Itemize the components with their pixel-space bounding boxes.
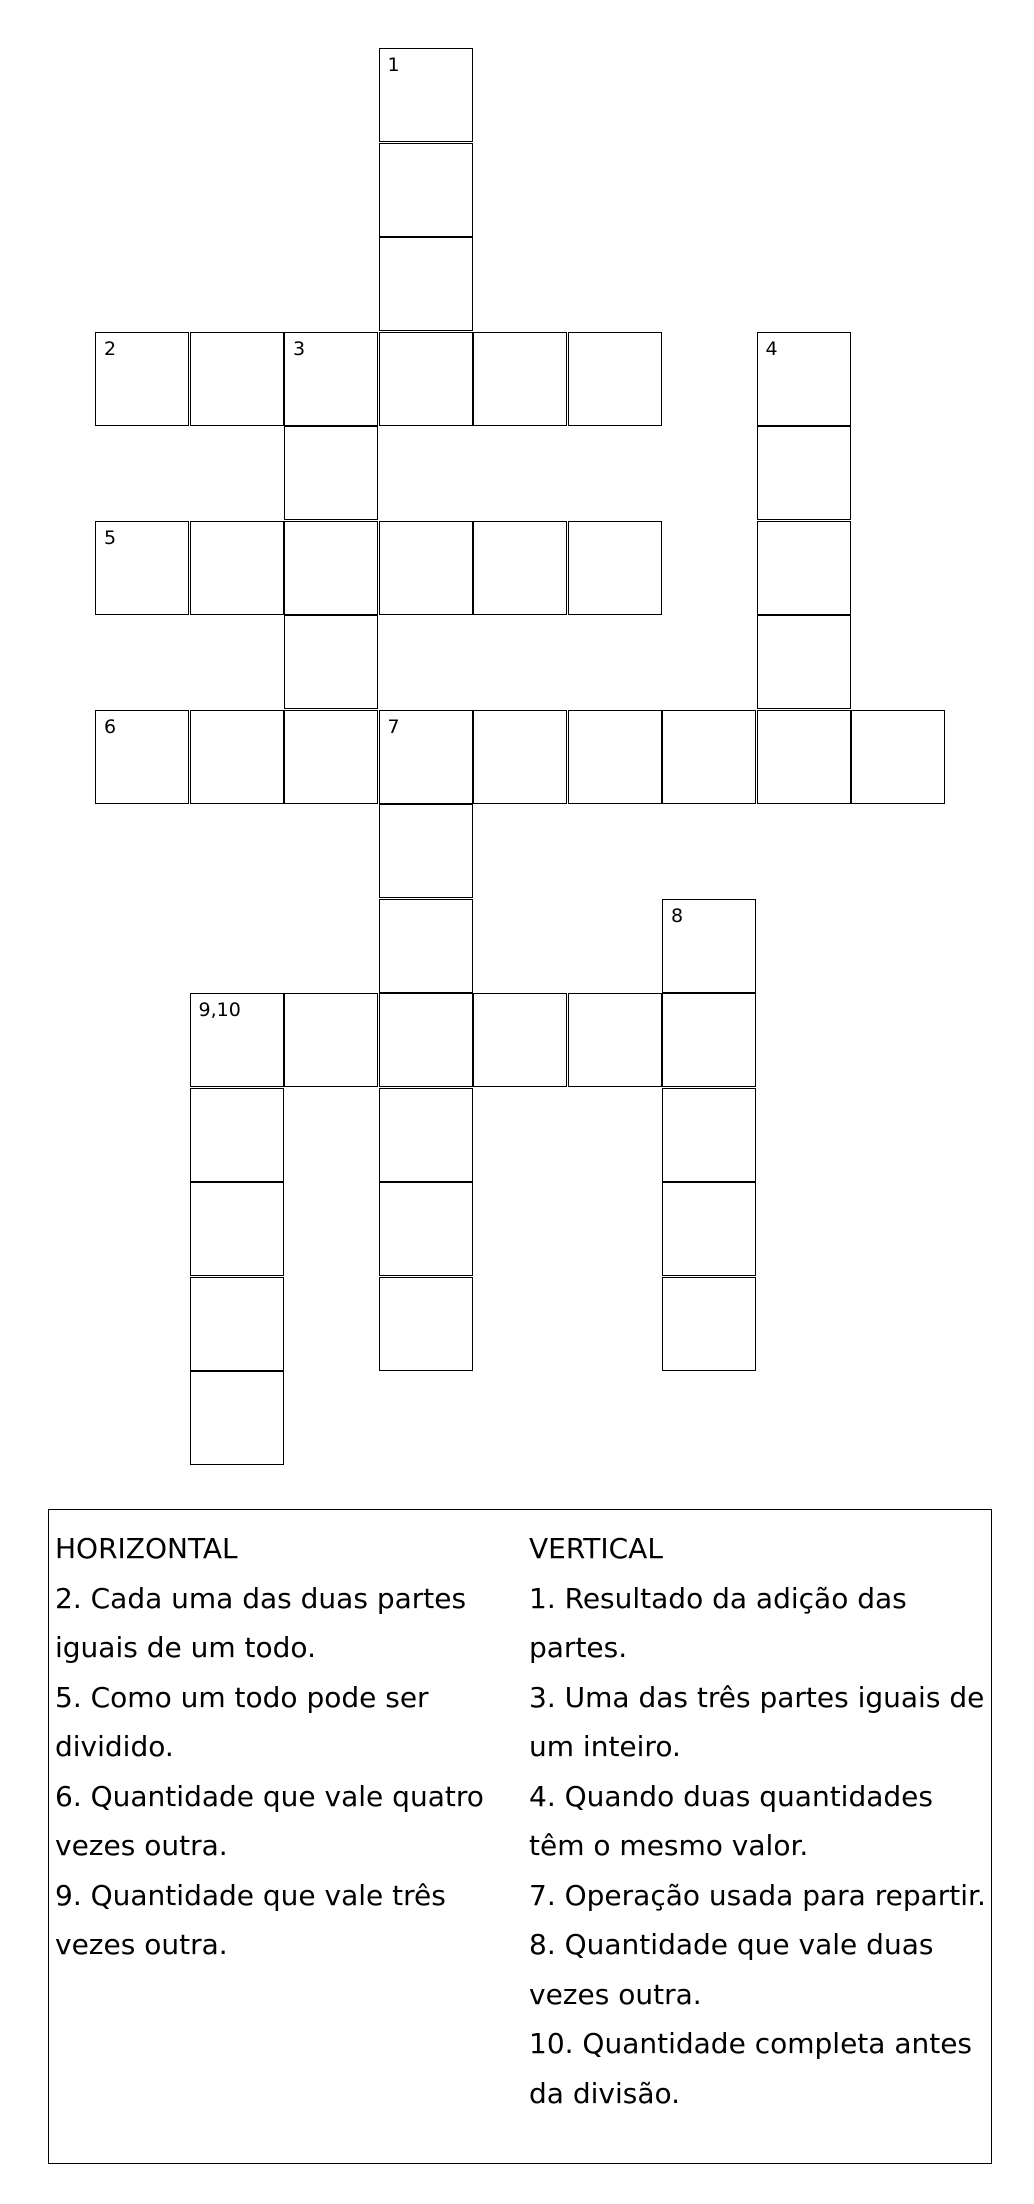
grid-cell[interactable]: [379, 48, 473, 142]
grid-cell[interactable]: [379, 237, 473, 331]
horizontal-heading: HORIZONTAL: [55, 1532, 238, 1565]
grid-cell[interactable]: [568, 993, 662, 1087]
grid-cell[interactable]: [284, 332, 378, 426]
grid-cell[interactable]: [284, 615, 378, 709]
grid-cell[interactable]: [190, 710, 284, 804]
vertical-clue-10: 10. Quantidade completa antes da divisão.: [529, 2027, 973, 2110]
grid-cell[interactable]: [757, 332, 851, 426]
grid-cell[interactable]: [379, 1088, 473, 1182]
vertical-clue-7: 7. Operação usada para repartir.: [529, 1878, 986, 1912]
vertical-clue-1: 1. Resultado da adição das partes.: [529, 1581, 907, 1664]
horizontal-clue-6: 6. Quantidade que vale quatro vezes outra.: [55, 1779, 484, 1862]
horizontal-clue-5: 5. Como um todo pode ser dividido.: [55, 1680, 429, 1763]
grid-cell[interactable]: [662, 899, 756, 993]
grid-cell[interactable]: [757, 426, 851, 520]
grid-cell[interactable]: [190, 332, 284, 426]
horizontal-clues: [55, 1524, 525, 1970]
grid-cell[interactable]: [190, 1371, 284, 1465]
grid-cell[interactable]: [95, 710, 189, 804]
grid-cell[interactable]: [190, 521, 284, 615]
grid-cell[interactable]: [473, 993, 567, 1087]
grid-cell[interactable]: [473, 521, 567, 615]
cell-number: 9,10: [198, 999, 241, 1021]
grid-cell[interactable]: [662, 1088, 756, 1182]
grid-cell[interactable]: [379, 521, 473, 615]
grid-cell[interactable]: [95, 332, 189, 426]
vertical-clue-3: 3. Uma das três partes iguais de um inteiro.: [529, 1680, 985, 1763]
grid-cell[interactable]: [284, 993, 378, 1087]
grid-cell[interactable]: [379, 143, 473, 237]
grid-cell[interactable]: [851, 710, 945, 804]
grid-cell[interactable]: [473, 332, 567, 426]
grid-cell[interactable]: [379, 804, 473, 898]
cell-number: 3: [293, 337, 306, 360]
grid-cell[interactable]: [662, 1277, 756, 1371]
grid-cell[interactable]: [284, 710, 378, 804]
grid-cell[interactable]: [757, 521, 851, 615]
cell-number: 6: [104, 715, 117, 738]
grid-cell[interactable]: [757, 710, 851, 804]
grid-cell[interactable]: [379, 899, 473, 993]
grid-cell[interactable]: [379, 1182, 473, 1276]
grid-cell[interactable]: [568, 710, 662, 804]
grid-cell[interactable]: [95, 521, 189, 615]
grid-cell[interactable]: [757, 615, 851, 709]
grid-cell[interactable]: [284, 426, 378, 520]
grid-cell[interactable]: [568, 332, 662, 426]
horizontal-clue-2: 2. Cada uma das duas partes iguais de um todo.: [55, 1581, 467, 1664]
cell-number: 7: [387, 715, 400, 738]
grid-cell[interactable]: [190, 1277, 284, 1371]
grid-cell[interactable]: [662, 1182, 756, 1276]
grid-cell[interactable]: [379, 332, 473, 426]
grid-cell[interactable]: [379, 993, 473, 1087]
grid-cell[interactable]: [284, 521, 378, 615]
grid-cell[interactable]: [473, 710, 567, 804]
horizontal-clue-9: 9. Quantidade que vale três vezes outra.: [55, 1878, 446, 1961]
grid-cell[interactable]: [568, 521, 662, 615]
grid-cell[interactable]: [190, 1088, 284, 1182]
cell-number: 4: [765, 337, 778, 360]
cell-number: 8: [671, 904, 684, 927]
grid-cell[interactable]: [662, 993, 756, 1087]
clues-box: [48, 1509, 992, 2164]
cell-number: 5: [104, 526, 117, 549]
grid-cell[interactable]: [379, 1277, 473, 1371]
grid-cell[interactable]: [190, 993, 284, 1087]
cell-number: 2: [104, 337, 117, 360]
vertical-clue-8: 8. Quantidade que vale duas vezes outra.: [529, 1928, 934, 2011]
vertical-heading: VERTICAL: [529, 1532, 663, 1565]
grid-cell[interactable]: [190, 1182, 284, 1276]
grid-cell[interactable]: [379, 710, 473, 804]
vertical-clues: [529, 1524, 989, 2118]
vertical-clue-4: 4. Quando duas quantidades têm o mesmo valor.: [529, 1779, 933, 1862]
grid-cell[interactable]: [662, 710, 756, 804]
cell-number: 1: [387, 54, 400, 76]
